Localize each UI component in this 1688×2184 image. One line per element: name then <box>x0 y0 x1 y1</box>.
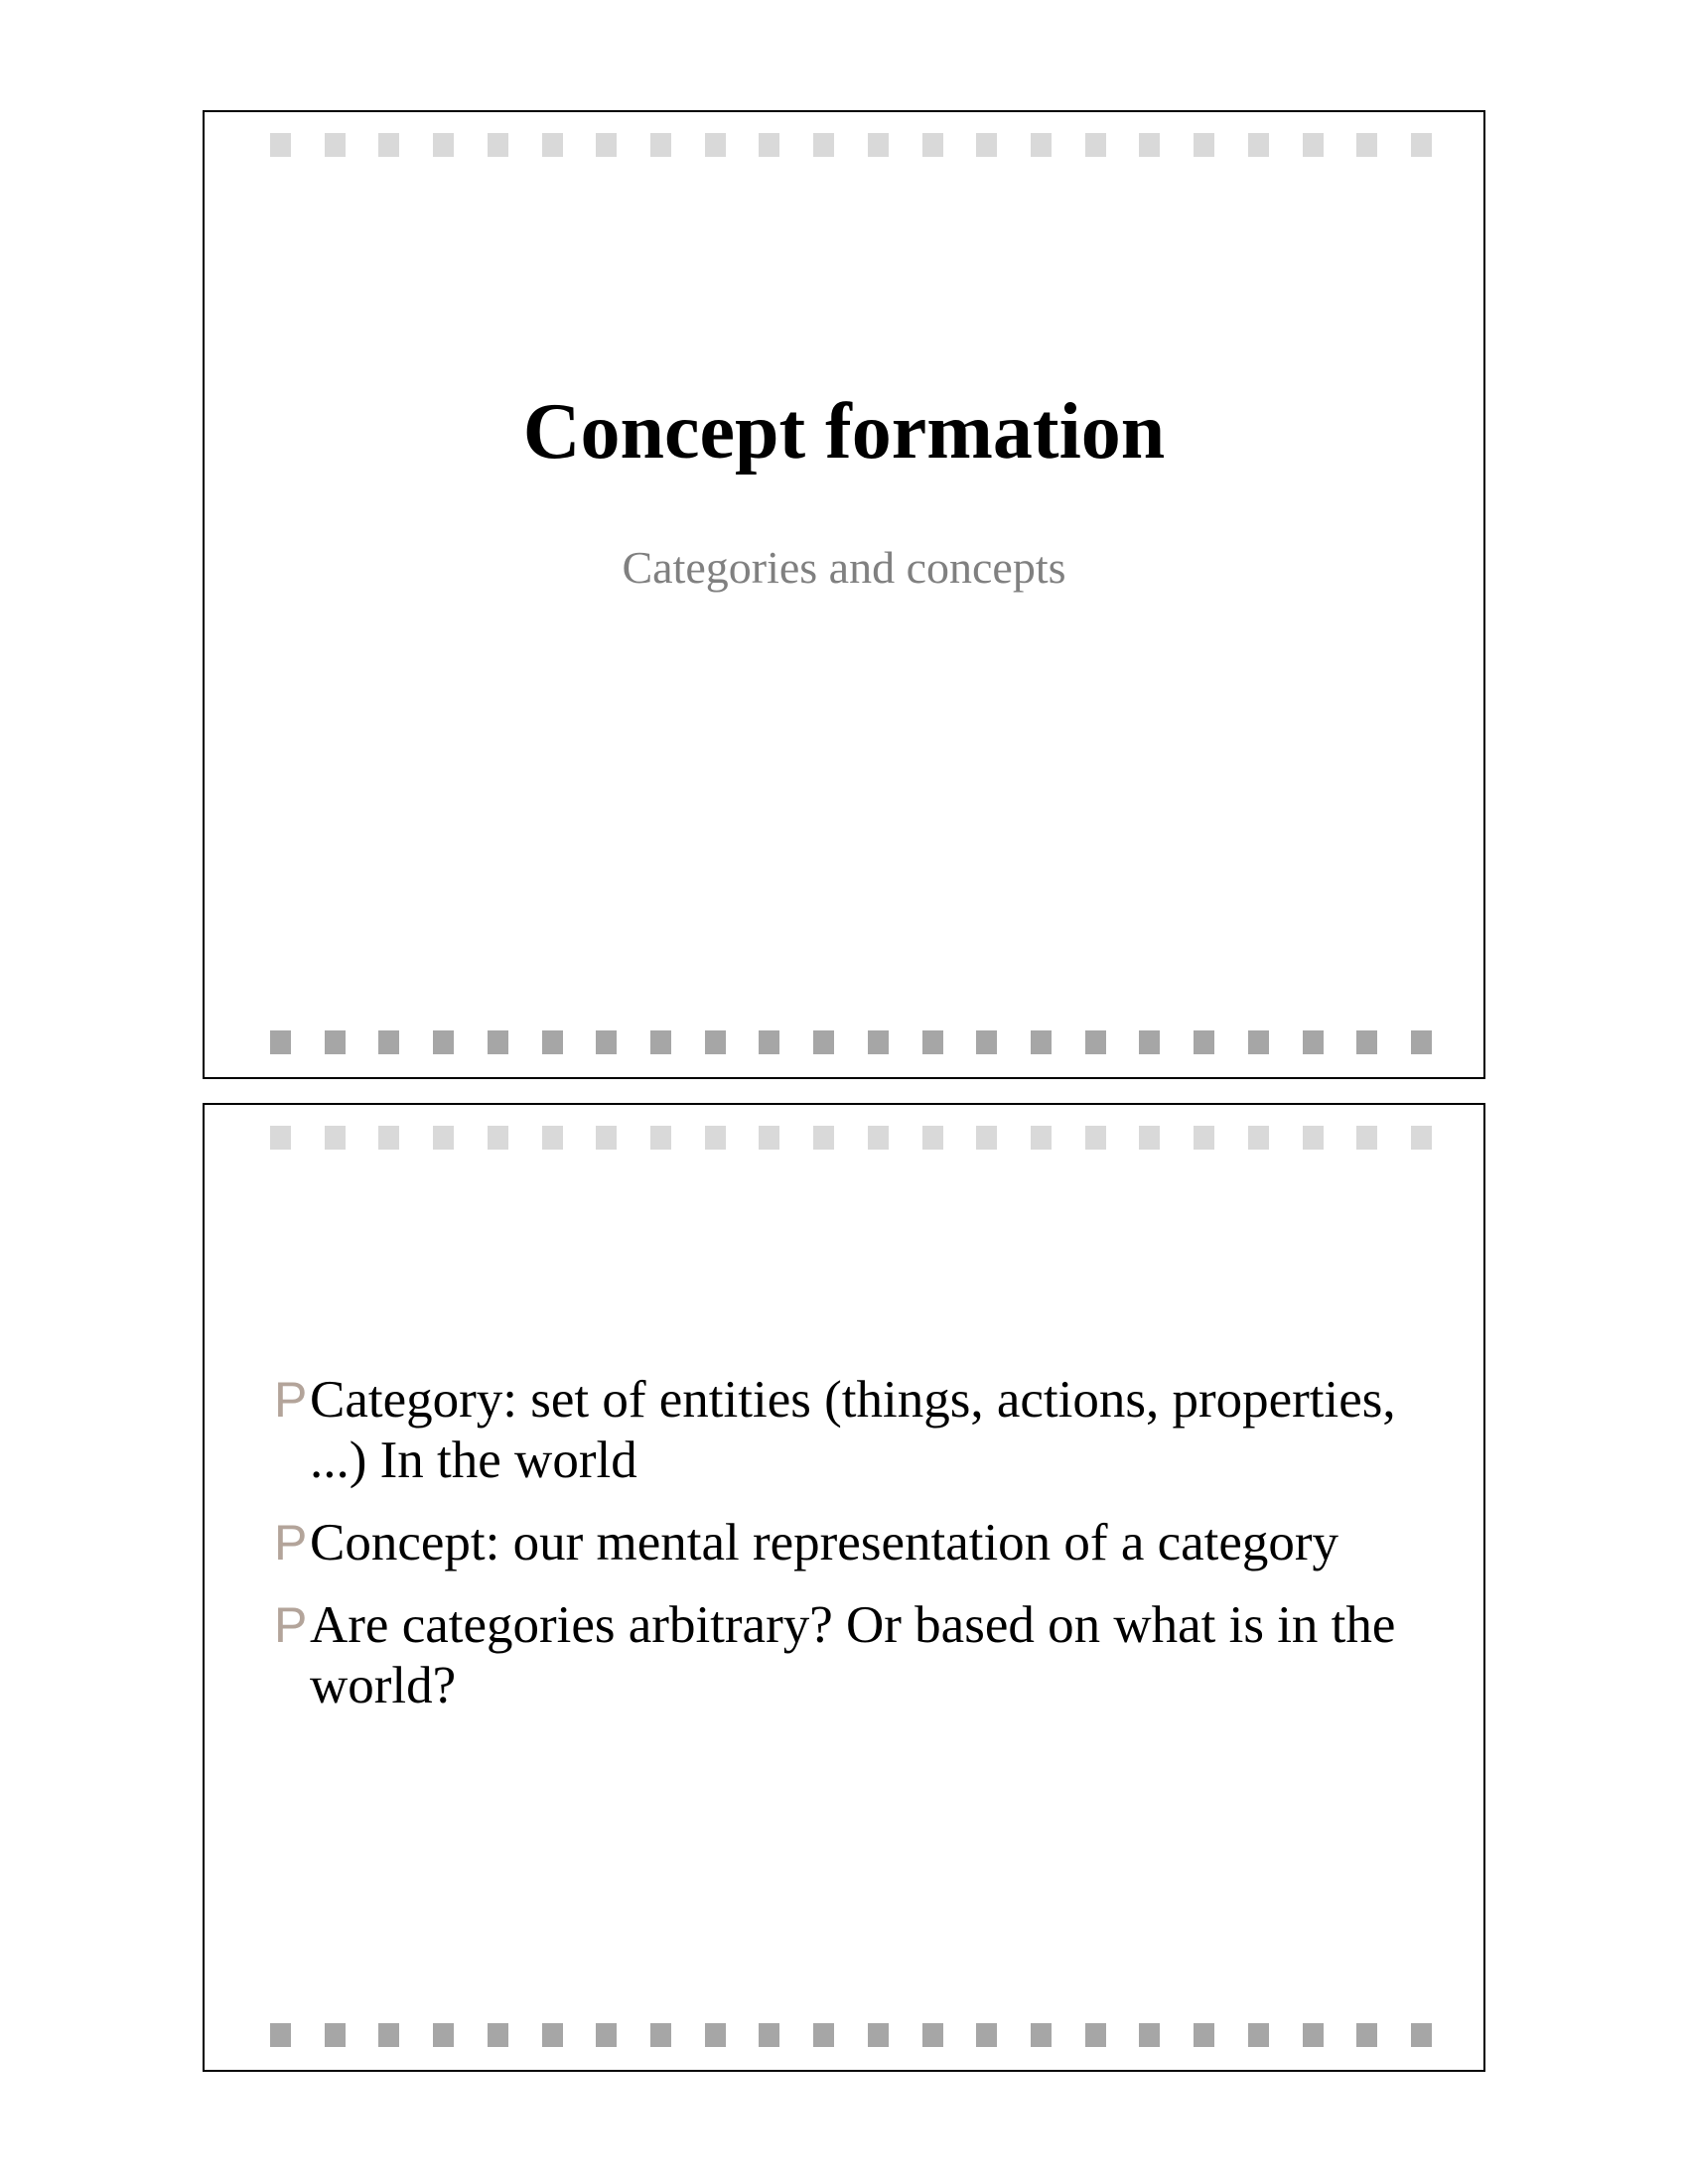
decorative-square <box>488 1126 508 1150</box>
bullet-text: Concept: our mental representation of a category <box>310 1514 1339 1571</box>
decorative-square <box>542 1030 563 1054</box>
decorative-square <box>325 1126 346 1150</box>
decorative-square <box>705 2023 726 2047</box>
decorative-square <box>813 133 834 157</box>
decorative-square <box>1194 133 1214 157</box>
decorative-square <box>1085 2023 1106 2047</box>
decorative-square <box>542 133 563 157</box>
decorative-square <box>488 2023 508 2047</box>
decorative-squares-top <box>270 1126 1432 1152</box>
decorative-square <box>976 2023 997 2047</box>
decorative-square <box>1303 1030 1324 1054</box>
decorative-square <box>868 1030 889 1054</box>
decorative-squares-top <box>270 133 1432 159</box>
decorative-square <box>650 133 671 157</box>
decorative-square <box>1411 133 1432 157</box>
decorative-square <box>1139 1126 1160 1150</box>
decorative-square <box>1031 2023 1052 2047</box>
decorative-square <box>433 2023 454 2047</box>
decorative-square <box>1303 1126 1324 1150</box>
decorative-square <box>1411 1030 1432 1054</box>
decorative-square <box>1194 2023 1214 2047</box>
decorative-square <box>1194 1030 1214 1054</box>
decorative-square <box>813 2023 834 2047</box>
bullet-marker: P <box>274 1597 308 1653</box>
decorative-square <box>650 2023 671 2047</box>
bullet-marker: P <box>274 1372 308 1428</box>
decorative-square <box>922 1030 943 1054</box>
decorative-square <box>813 1126 834 1150</box>
decorative-square <box>542 2023 563 2047</box>
decorative-square <box>976 1126 997 1150</box>
decorative-square <box>1356 1030 1377 1054</box>
decorative-square <box>1031 1030 1052 1054</box>
decorative-square <box>705 1030 726 1054</box>
decorative-square <box>1248 1030 1269 1054</box>
bullet-item <box>274 1595 1446 1716</box>
decorative-square <box>1248 133 1269 157</box>
decorative-square <box>1085 1126 1106 1150</box>
decorative-square <box>759 1030 779 1054</box>
decorative-square <box>868 1126 889 1150</box>
bullet-text: Category: set of entities (things, actions, properties, ...) In the world <box>310 1371 1396 1489</box>
decorative-squares-bottom <box>270 1030 1432 1056</box>
decorative-square <box>433 1030 454 1054</box>
decorative-square <box>1303 2023 1324 2047</box>
decorative-square <box>1031 1126 1052 1150</box>
decorative-square <box>1194 1126 1214 1150</box>
decorative-square <box>596 1126 617 1150</box>
decorative-square <box>922 2023 943 2047</box>
decorative-square <box>705 1126 726 1150</box>
slide-subtitle: Categories and concepts <box>622 542 1066 593</box>
decorative-square <box>596 2023 617 2047</box>
slide-2 <box>203 1103 1485 2072</box>
decorative-square <box>1031 133 1052 157</box>
decorative-square <box>542 1126 563 1150</box>
decorative-square <box>922 133 943 157</box>
decorative-square <box>1356 133 1377 157</box>
decorative-square <box>976 1030 997 1054</box>
decorative-square <box>1248 1126 1269 1150</box>
decorative-square <box>1356 1126 1377 1150</box>
bullet-marker: P <box>274 1515 308 1570</box>
bullet-item <box>274 1513 1446 1573</box>
decorative-square <box>868 2023 889 2047</box>
decorative-square <box>433 1126 454 1150</box>
decorative-squares-bottom <box>270 2023 1432 2049</box>
decorative-square <box>1248 2023 1269 2047</box>
decorative-square <box>976 133 997 157</box>
decorative-square <box>759 1126 779 1150</box>
decorative-square <box>488 1030 508 1054</box>
decorative-square <box>325 133 346 157</box>
decorative-square <box>596 133 617 157</box>
decorative-square <box>1139 1030 1160 1054</box>
bullet-item <box>274 1370 1446 1491</box>
decorative-square <box>1139 2023 1160 2047</box>
decorative-square <box>270 2023 291 2047</box>
decorative-square <box>378 2023 399 2047</box>
decorative-square <box>705 133 726 157</box>
decorative-square <box>270 133 291 157</box>
decorative-square <box>1085 1030 1106 1054</box>
decorative-square <box>325 2023 346 2047</box>
decorative-square <box>650 1126 671 1150</box>
slide-1 <box>203 110 1485 1079</box>
decorative-square <box>1303 133 1324 157</box>
decorative-square <box>813 1030 834 1054</box>
decorative-square <box>1356 2023 1377 2047</box>
decorative-square <box>325 1030 346 1054</box>
decorative-square <box>596 1030 617 1054</box>
slide-title: Concept formation <box>522 388 1166 476</box>
decorative-square <box>270 1126 291 1150</box>
decorative-square <box>868 133 889 157</box>
decorative-square <box>650 1030 671 1054</box>
decorative-square <box>488 133 508 157</box>
decorative-square <box>270 1030 291 1054</box>
decorative-square <box>378 133 399 157</box>
decorative-square <box>922 1126 943 1150</box>
decorative-square <box>759 2023 779 2047</box>
decorative-square <box>1411 1126 1432 1150</box>
decorative-square <box>759 133 779 157</box>
bullet-list <box>274 1370 1446 1738</box>
decorative-square <box>378 1126 399 1150</box>
decorative-square <box>1139 133 1160 157</box>
decorative-square <box>1411 2023 1432 2047</box>
decorative-square <box>378 1030 399 1054</box>
decorative-square <box>433 133 454 157</box>
bullet-text: Are categories arbitrary? Or based on what is in the world? <box>310 1596 1396 1714</box>
decorative-square <box>1085 133 1106 157</box>
